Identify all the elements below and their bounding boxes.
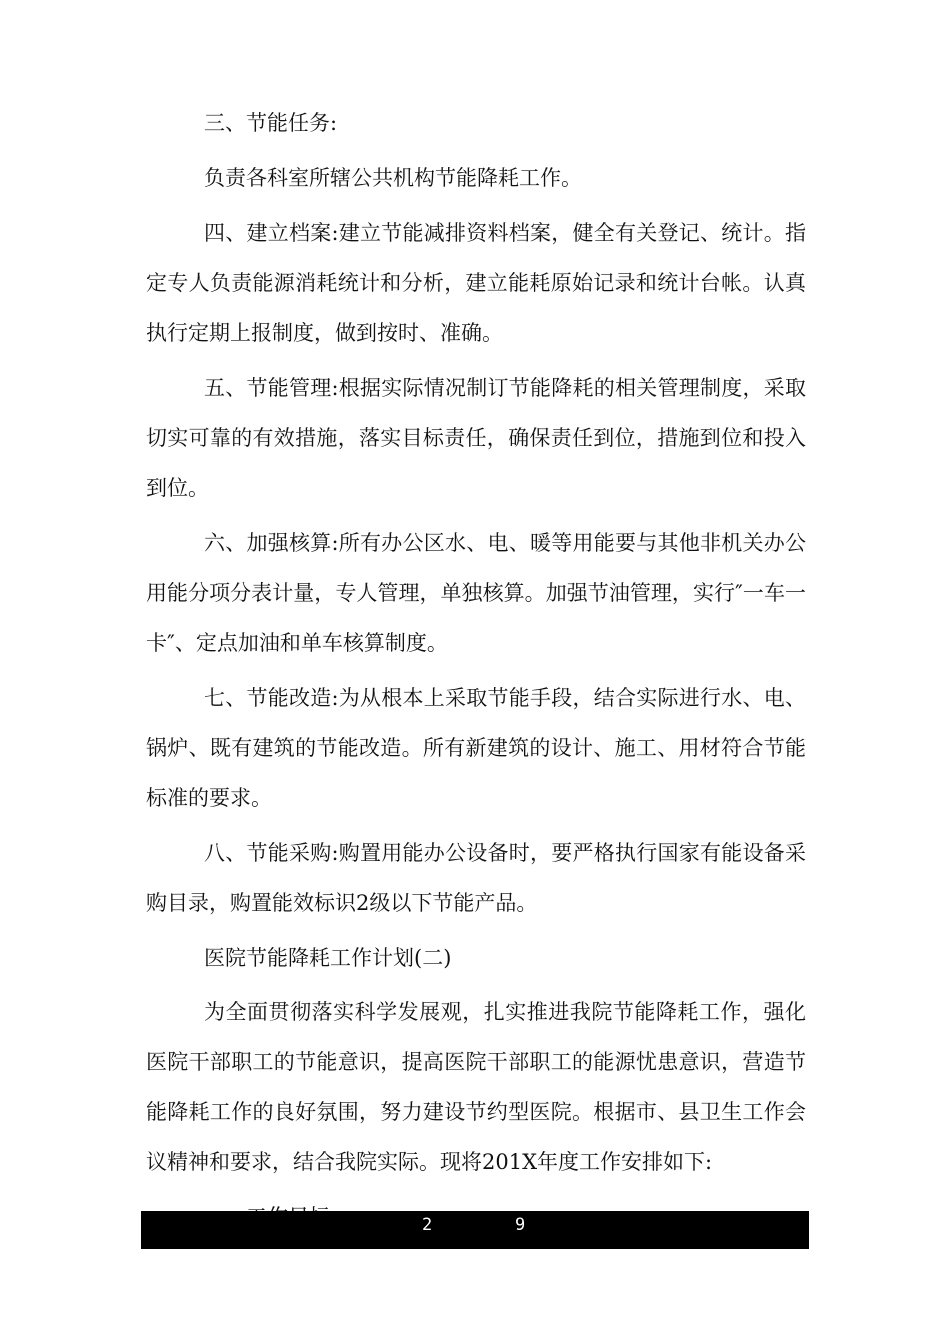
section-heading-tasks: 三、节能任务: (204, 111, 338, 135)
document-body (146, 98, 806, 1247)
paragraph-archives: 四、建立档案:建立节能减排资料档案，健全有关登记、统计。指定专人负责能源消耗统计和分析，建立能耗原始记录和统计台帐。认真执行定期上报制度，做到按时、准确。 (146, 221, 806, 345)
paragraph-tasks: 负责各科室所辖公共机构节能降耗工作。 (204, 166, 582, 190)
page-footer (141, 1211, 809, 1249)
paragraph-accounting: 六、加强核算:所有办公区水、电、暖等用能要与其他非机关办公用能分项分表计量，专人管理，单独核算。加强节油管理，实行″一车一卡″、定点加油和单车核算制度。 (146, 531, 806, 655)
page-number-total: 9 (515, 1215, 526, 1235)
paragraph-introduction: 为全面贯彻落实科学发展观，扎实推进我院节能降耗工作，强化医院干部职工的节能意识，提高医院干部职工的能源忧患意识，营造节能降耗工作的良好氛围，努力建设节约型医院。根据市、县卫生工作会议精神和要求，结合我院实际。现将201X年度工作安排如下: (146, 1000, 806, 1174)
document-subtitle: 医院节能降耗工作计划(二) (204, 946, 452, 970)
paragraph-procurement: 八、节能采购:购置用能办公设备时，要严格执行国家有能设备采购目录，购置能效标识2级以下节能产品。 (146, 841, 806, 915)
page-number-current: 2 (422, 1215, 433, 1235)
paragraph-management: 五、节能管理:根据实际情况制订节能降耗的相关管理制度，采取切实可靠的有效措施，落实目标责任，确保责任到位，措施到位和投入到位。 (146, 376, 806, 500)
paragraph-renovation: 七、节能改造:为从根本上采取节能手段，结合实际进行水、电、锅炉、既有建筑的节能改造。所有新建筑的设计、施工、用材符合节能标准的要求。 (146, 686, 806, 810)
